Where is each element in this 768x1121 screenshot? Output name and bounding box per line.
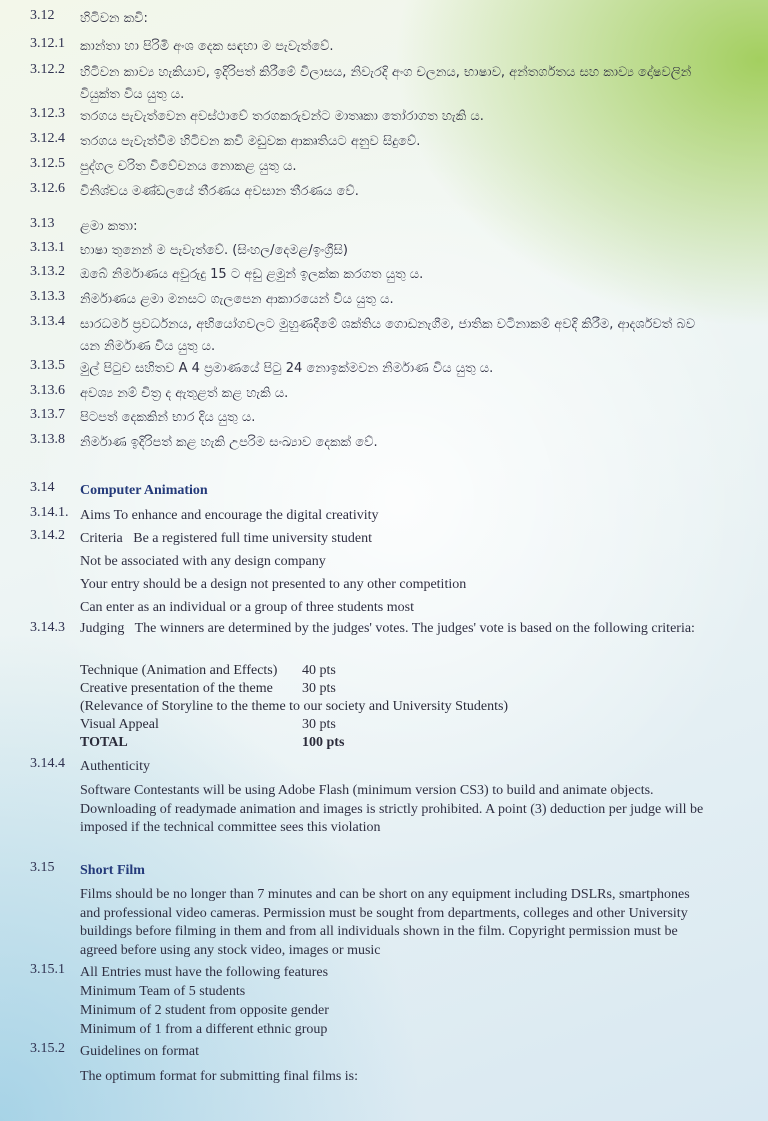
criteria-text: Not be associated with any design company — [80, 554, 326, 569]
feature-text: Minimum of 2 student from opposite gender — [80, 1003, 329, 1018]
clause-text: හිටිවන කවි: — [80, 11, 148, 26]
judging-row — [80, 698, 508, 716]
clause-number: 3.13.1 — [30, 240, 65, 255]
clause-number: 3.13.2 — [30, 264, 65, 279]
clause-number: 3.12 — [30, 8, 55, 23]
clause-text: විනිශ්චය මණ්ඩලයේ තීරණය අවසාන තීරණය වේ. — [80, 184, 359, 199]
feature-text: Minimum Team of 5 students — [80, 984, 246, 999]
clause-number: 3.12.1 — [30, 36, 65, 51]
criteria-text: Your entry should be a design not presented to any other competition — [80, 577, 467, 592]
clause-text: ළමා කතා: — [80, 219, 138, 234]
clause-number: 3.13.5 — [30, 358, 65, 373]
section-number: 3.14 — [30, 480, 55, 495]
clause-text: හිටිවන කාව්‍ය හැකියාව, ඉදිරිපත් කිරීමේ විලාසය, නිවැරදි අංග චලනය, භාෂාව, අන්තර්ගතය සහ කාව්‍ය දෝෂවලින් වියුක්ත විය යුතු ය. — [80, 65, 692, 102]
clause-number: 3.15.1 — [30, 962, 65, 977]
judging-row — [80, 680, 336, 698]
clause-number: 3.13.8 — [30, 432, 65, 447]
short-film-intro: Films should be no longer than 7 minutes and can be short on any equipment including DSLRs, smartphones and professional video cameras. Permission must be sought from departments, colleges and other University buildings before filming in them and from all individuals shown in the film. Copyright permission must be agreed before using any stock video, images or music — [80, 887, 690, 958]
clause-text: ඔබේ නිර්මාණය අවුරුදු 15 ට අඩු ළමුන් ඉලක්ක කරගත යුතු ය. — [80, 267, 424, 282]
judging-total-label: TOTAL — [80, 735, 128, 750]
clause-text: All Entries must have the following features — [80, 965, 329, 980]
clause-number: 3.13.3 — [30, 289, 65, 304]
clause-number: 3.14.2 — [30, 528, 65, 543]
clause-text: තරගය පැවැත්වෙන අවස්ථාවේ තරගකරුවන්ට මාතෘකා තෝරාගත හැකි ය. — [80, 109, 484, 124]
clause-text: අවශ්‍ය නම් චිත්‍ර ද ඇතුළත් කළ හැකි ය. — [80, 386, 289, 401]
clause-number: 3.13 — [30, 216, 55, 231]
section-number: 3.15 — [30, 860, 55, 875]
judging-points: 30 pts — [302, 717, 336, 732]
clause-text: භාෂා තුනෙන් ම පැවැත්වේ. (සිංහල/දෙමළ/ඉංග්‍රීසි) — [80, 243, 348, 258]
judging-row — [80, 716, 336, 734]
clause-number: 3.13.6 — [30, 383, 65, 398]
clause-number: 3.12.6 — [30, 181, 65, 196]
clause-text: තරගය පැවැත්වීම හිටිවන කවි මඩුවක ආකෘතියට අනුව සිදුවේ. — [80, 134, 421, 149]
section-title: Short Film — [80, 863, 145, 878]
judging-row — [80, 662, 336, 680]
clause-number: 3.13.4 — [30, 314, 65, 329]
clause-number: 3.12.5 — [30, 156, 65, 171]
authenticity-paragraph: Software Contestants will be using Adobe Flash (minimum version CS3) to build and animate objects. Downloading of readymade animation and images is strictly prohibited. A point (3) deduction per judge will be imposed if the technical committee sees this violation — [80, 783, 704, 835]
clause-number: 3.15.2 — [30, 1041, 65, 1056]
clause-text: පුද්ගල චරිත විවේචනය නොකළ යුතු ය. — [80, 159, 297, 174]
clause-text: Authenticity — [80, 759, 150, 774]
clause-text: මුල් පිටුව සහිතව A 4 ප්‍රමාණයේ පිටු 24 නොඉක්මවන නිර්මාණ විය යුතු ය. — [80, 361, 494, 376]
judging-label: (Relevance of Storyline to the theme to our society and University Students) — [80, 699, 509, 714]
clause-number: 3.12.3 — [30, 106, 65, 121]
clause-number: 3.12.2 — [30, 62, 65, 77]
clause-text: නිර්මාණය ළමා මනසට ගැලපෙන ආකාරයෙන් විය යුතු ය. — [80, 292, 394, 307]
judging-label: Creative presentation of the theme — [80, 681, 273, 696]
clause-text: Judging The winners are determined by the judges' votes. The judges' vote is based on the following criteria: — [80, 621, 695, 636]
clause-number: 3.14.4 — [30, 756, 65, 771]
clause-number: 3.12.4 — [30, 131, 65, 146]
judging-total-points: 100 pts — [302, 735, 345, 750]
clause-number: 3.13.7 — [30, 407, 65, 422]
judging-points: 30 pts — [302, 681, 336, 696]
feature-text: Minimum of 1 from a different ethnic group — [80, 1022, 328, 1037]
clause-number: 3.14.1. — [30, 505, 69, 520]
clause-text: Guidelines on format — [80, 1044, 199, 1059]
judging-label: Technique (Animation and Effects) — [80, 663, 278, 678]
clause-text: Aims To enhance and encourage the digital creativity — [80, 508, 379, 523]
format-text: The optimum format for submitting final films is: — [80, 1069, 359, 1084]
clause-text: කාන්තා හා පිරිමි අංශ දෙක සඳහා ම පැවැත්වේ. — [80, 39, 334, 54]
judging-total-row — [80, 734, 345, 752]
clause-number: 3.14.3 — [30, 620, 65, 635]
clause-text: Criteria Be a registered full time university student — [80, 531, 372, 546]
judging-label: Visual Appeal — [80, 717, 159, 732]
clause-text: නිර්මාණ ඉදිරිපත් කළ හැකි උපරිම සංඛ්‍යාව දෙකක් වේ. — [80, 435, 378, 450]
clause-text: පිටපත් දෙකකින් භාර දිය යුතු ය. — [80, 410, 256, 425]
section-title: Computer Animation — [80, 483, 208, 498]
judging-points: 40 pts — [302, 663, 336, 678]
clause-text: සාරධර්ම ප්‍රවර්ධනය, අභියෝගවලට මුහුණදීමේ ශක්තිය ගොඩනැගීම, ජාතික වටිනාකම් අවදි කිරීම, ආදර්ශවත් බව යන නිර්මාණ විය යුතු ය. — [80, 317, 696, 354]
criteria-text: Can enter as an individual or a group of three students most — [80, 600, 414, 615]
